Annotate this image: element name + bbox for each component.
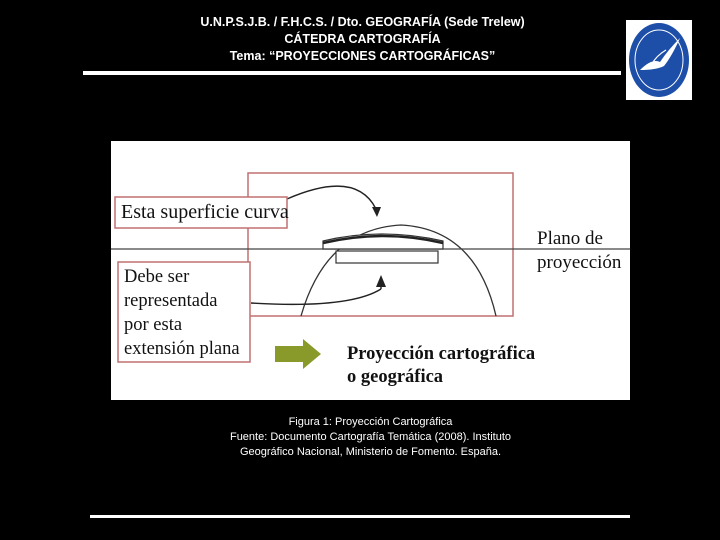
flat-label-line: Debe ser [124,267,190,287]
flat-label-line: por esta [124,315,183,335]
footer-divider [90,515,630,518]
curved-surface-label: Esta superficie curva [121,201,289,223]
caption-source: Fuente: Documento Cartografía Temática (2008). Instituto [229,431,512,443]
header-institution: U.N.P.S.J.B. / F.H.C.S. / Dto. GEOGRAFÍA (Sede Trelew) [200,15,525,29]
projection-plane-label [537,227,621,275]
result-label-line: o geográfica [347,367,444,387]
plane-label-line: Plano de [537,228,603,249]
university-logo [626,20,692,100]
plane-label-line: proyección [537,252,622,273]
albatross-emblem-icon [626,20,692,100]
document-header [90,14,635,65]
projection-figure [111,141,630,400]
caption-source: Geográfico Nacional, Ministerio de Fomento. España. [239,446,502,458]
caption-title: Figura 1: Proyección Cartográfica [288,416,453,428]
header-course: CÁTEDRA CARTOGRAFÍA [284,32,441,46]
result-label-line: Proyección cartográfica [347,344,536,364]
flat-label-line: extensión plana [124,339,240,359]
cartographic-projection-label [347,343,535,389]
flat-extension-label [124,265,240,361]
figure-caption [111,415,630,460]
header-divider [83,71,621,75]
flat-label-line: representada [124,291,218,311]
header-topic: Tema: “PROYECCIONES CARTOGRÁFICAS” [229,49,496,63]
